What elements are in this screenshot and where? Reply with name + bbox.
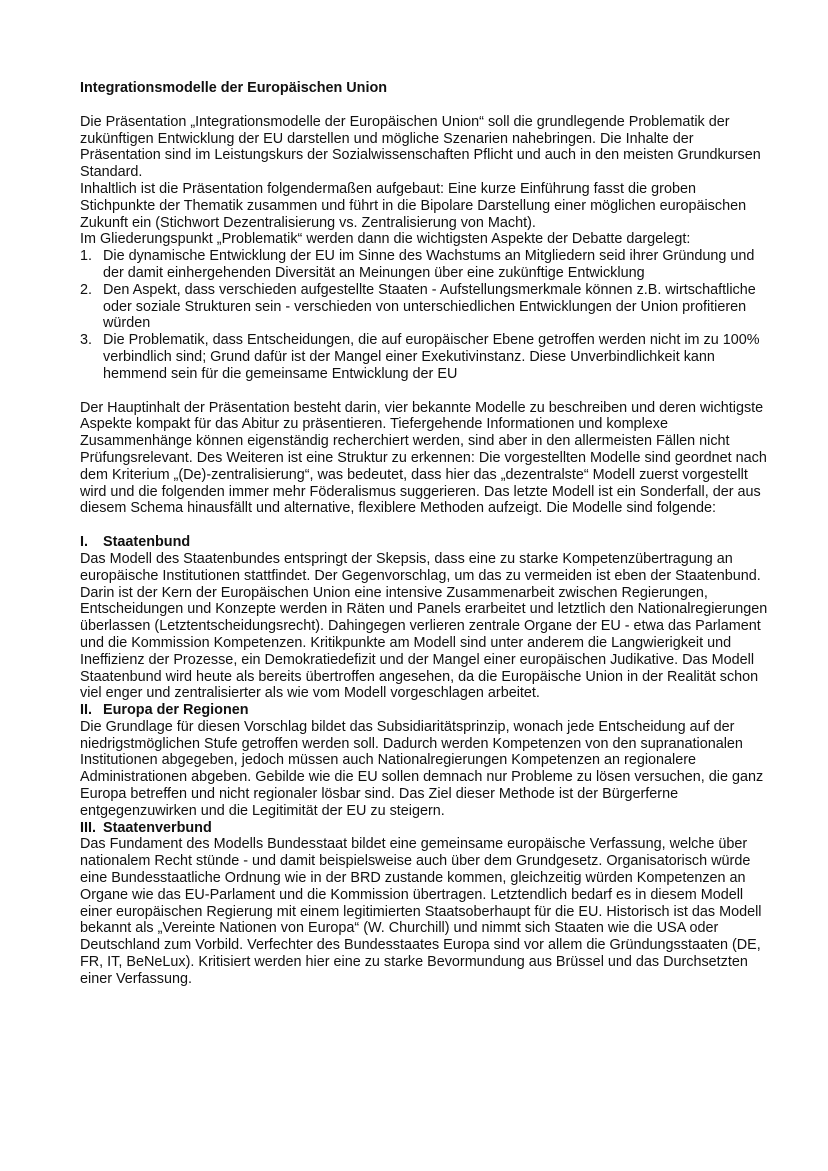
problem-text: Die Problematik, dass Entscheidungen, die auf europäischer Ebene getroffen werden nicht im zu 100% verbindlich sind; Grund dafür ist der Mangel einer Exekutivinstanz. Diese Unverbindlichkeit kann hemmend sein für die gemeinsame Entwicklung der EU xyxy=(103,332,760,382)
section-text-europa-der-regionen: Die Grundlage für diesen Vorschlag bildet das Subsidiaritätsprinzip, wonach jede Entscheidung auf der niedrigstmöglichen Stufe getroffen werden soll. Dadurch werden Kompetenzen von den supranationalen Institutionen abgegeben, jedoch müssen auch Nationalregierungen Kompetenzen an regionalere Administrationen abgeben. Gebilde wie die EU sollen demnach nur Probleme zu lösen versuchen, die ganz Europa betreffen und nicht regionaler lösbar sind. Das Ziel dieser Methode ist der Bürgerferne entgegenzuwirken und die Legitimität der EU zu steigern. xyxy=(80,718,764,819)
problem-list xyxy=(80,248,768,382)
intro-paragraph-1: Die Präsentation „Integrationsmodelle der Europäischen Union“ soll die grundlegende Problematik der zukünftigen Entwicklung der EU darstellen und mögliche Szenarien nahebringen. Die Inhalte der Präsentation sind im Leistungskurs der Sozialwissenschaften Pflicht und auch in den meisten Grundkursen Standard. xyxy=(80,113,761,181)
section-heading-staatenbund xyxy=(80,534,768,551)
section-text-staatenverbund: Das Fundament des Modells Bundesstaat bildet eine gemeinsame europäische Verfassung, welche über nationalem Recht stünde - und damit beispielsweise auch über dem Grundgesetz. Organisatorisch würde eine Bundesstaatliche Ordnung wie in der BRD zustande kommen, gleichzeitig würden Kompetenzen an Organe wie das EU-Parlament und die Kommission übertragen. Letztendlich bedarf es in diesem Modell einer europäischen Regierung mit einem legitimierten Staatsoberhaupt für die EU. Historisch ist das Modell bekannt als „Vereinte Nationen von Europa“ (W. Churchill) und nimmt sich Staaten wie die USA oder Deutschland zum Vorbild. Verfechter des Bundesstaates Europa sind vor allem die Gründungsstaaten (DE, FR, IT, BeNeLux). Kritisiert werden hier eine zu starke Bevormundung aus Brüssel und das Durchsetzten einer Verfassung. xyxy=(80,836,762,987)
problem-number: 3. xyxy=(80,332,93,349)
section-title: Europa der Regionen xyxy=(103,702,249,719)
problem-item xyxy=(80,248,768,282)
intro-paragraph-2: Inhaltlich ist die Präsentation folgendermaßen aufgebaut: Eine kurze Einführung fasst die groben Stichpunkte der Thematik zusammen und führt in die Bipolare Darstellung einer möglichen europäischen Zukunft ein (Stichwort Dezentralisierung vs. Zentralisierung von Macht). xyxy=(80,180,747,231)
problem-text: Den Aspekt, dass verschieden aufgestellte Staaten - Aufstellungsmerkmale können z.B. wirtschaftliche oder soziale Strukturen sein - verschieden von unterschiedlichen Entwicklungen der Union profitieren würden xyxy=(103,281,756,332)
main-paragraph: Der Hauptinhalt der Präsentation besteht darin, vier bekannte Modelle zu beschreiben und deren wichtigste Aspekte kompakt für das Abitur zu präsentieren. Tiefergehende Informationen und komplexe Zusammenhänge können eigenständig recherchiert werden, sind aber in den allermeisten Fällen nicht Prüfungsrelevant. Des Weiteren ist eine Struktur zu erkennen: Die vorgestellten Modelle sind geordnet nach dem Kriterium „(De)-zentralisierung“, was bedeutet, dass hier das „dezentralste“ Modell zuerst vorgestellt wird und die folgenden immer mehr Föderalismus suggerieren. Das letzte Modell ist ein Sonderfall, der aus diesem Schema hinausfällt und alternative, flexiblere Methoden aufzeigt. Die Modelle sind folgende: xyxy=(80,399,767,517)
problem-number: 2. xyxy=(80,281,93,298)
section-heading-europa-der-regionen xyxy=(80,702,768,719)
section-numeral: I. xyxy=(80,534,88,551)
intro-paragraph-3: Im Gliederungspunkt „Problematik“ werden dann die wichtigsten Aspekte der Debatte dargelegt: xyxy=(80,231,691,248)
section-numeral: III. xyxy=(80,819,96,836)
section-numeral: II. xyxy=(80,702,92,719)
section-heading-staatenverbund xyxy=(80,820,768,837)
problem-number: 1. xyxy=(80,248,93,265)
section-title: Staatenverbund xyxy=(103,819,212,836)
section-title: Staatenbund xyxy=(103,534,191,551)
section-text-staatenbund: Das Modell des Staatenbundes entspringt der Skepsis, dass eine zu starke Kompetenzübertragung an europäische Institutionen stattfindet. Der Gegenvorschlag, um das zu vermeiden ist eben der Staatenbund. Darin ist der Kern der Europäischen Union eine intensive Zusammenarbeit zwischen Regierungen, Entscheidungen und Konzepte werden in Räten und Panels erarbeitet und letztlich den Nationalregierungen überlassen (Letztentscheidungsrecht). Dahingegen verlieren zentrale Organe der EU - etwa das Parlament und die Kommission Kompetenzen. Kritikpunkte am Modell sind unter anderem die Langwierigkeit und Ineffizienz der Prozesse, ein Demokratiedefizit und der Mangel einer europäischen Judikative. Das Modell Staatenbund wird heute als bereits übertroffen angesehen, da die Europäische Union in der Realität schon viel enger und zentralisierter als wie vom Modell vorgeschlagen arbeitet. xyxy=(80,550,768,702)
problem-text: Die dynamische Entwicklung der EU im Sinne des Wachstums an Mitgliedern seid ihrer Gründung und der damit einhergehenden Diversität an Meinungen über eine zukünftige Entwicklung xyxy=(103,248,755,281)
problem-item xyxy=(80,332,768,382)
problem-item xyxy=(80,282,768,332)
document-title: Integrationsmodelle der Europäischen Union xyxy=(80,80,388,96)
